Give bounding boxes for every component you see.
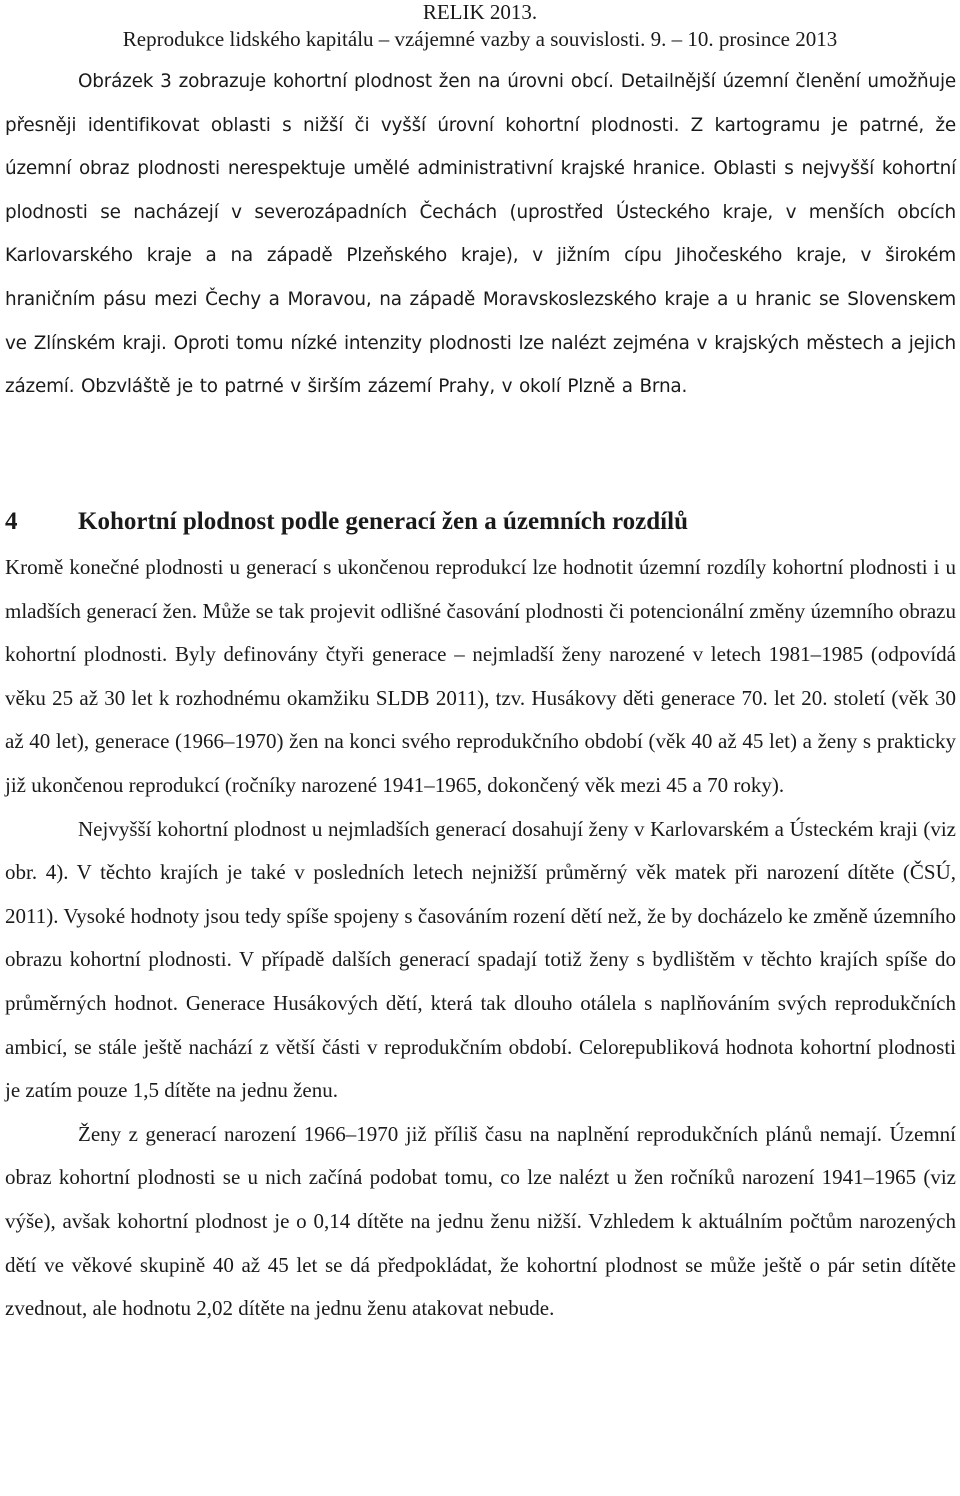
intro-paragraph: Obrázek 3 zobrazuje kohortní plodnost žen na úrovni obcí. Detailnější územní členění umožňuje přesněji identifikovat oblasti s nižší či vyšší úrovní kohortní plodnosti. Z kartogramu je patrné, že územní obraz plodnosti nerespektuje umělé administrativní krajské hranice. Oblasti s nejvyšší kohortní plodnosti se nacházejí v severozápadních Čechách (uprostřed Ústeckého kraje, v menších obcích Karlovarského kraje a na západě Plzeňského kraje), v jižním cípu Jihočeského kraje, v širokém hraničním pásu mezi Čechy a Moravou, na západě Moravskoslezského kraje a u hranic se Slovenskem ve Zlínském kraji. Oproti tomu nízké intenzity plodnosti lze nalézt zejména v krajských městech a jejich zázemí. Obzvláště je to patrné v širším zázemí Prahy, v okolí Plzně a Brna.	[5, 71, 956, 398]
section-paragraph-3: Ženy z generací narození 1966–1970 již příliš času na naplnění reprodukčních plánů nemají. Územní obraz kohortní plodnosti se u nich začíná podobat tomu, co lze nalézt u žen ročníků narození 1941–1965 (viz výše), avšak kohortní plodnost je o 0,14 dítěte na jednu ženu nižší. Vzhledem k aktuálním počtům narozených dětí ve věkové skupině 40 až 45 let se dá předpokládat, že kohortní plodnost se může ještě o pár setin dítěte zvednout, ale hodnotu 2,02 dítěte na jednu ženu atakovat nebude.	[5, 1121, 956, 1321]
intro-text-block	[5, 60, 956, 409]
running-header-subtitle: Reprodukce lidského kapitálu – vzájemné vazby a souvislosti. 9. – 10. prosince 2013	[122, 27, 838, 51]
section-text-block	[5, 546, 956, 1331]
section-paragraph-2: Nejvyšší kohortní plodnost u nejmladších generací dosahují ženy v Karlovarském a Ústeckém kraji (viz obr. 4). V těchto krajích je také v posledních letech nejnižší průměrný věk matek při narození dítěte (ČSÚ, 2011). Vysoké hodnoty jsou tedy spíše spojeny s časováním rození dětí než, že by docházelo ke změně územního obrazu kohortní plodnosti. V případě dalších generací spadají totiž ženy s bydlištěm v těchto krajích spíše do průměrných hodnot. Generace Husákových dětí, která tak dlouho otálela s naplňováním svých reprodukčních ambicí, se stále ještě nachází z větší části v reprodukčním období. Celorepubliková hodnota kohortní plodnosti je zatím pouze 1,5 dítěte na jednu ženu.	[5, 816, 956, 1103]
section-heading	[5, 504, 956, 540]
section-paragraph-1: Kromě konečné plodnosti u generací s ukončenou reprodukcí lze hodnotit územní rozdíly kohortní plodnosti i u mladších generací žen. Může se tak projevit odlišné časování plodnosti či potencionální změny územního obrazu kohortní plodnosti. Byly definovány čtyři generace – nejmladší ženy narozené v letech 1981–1985 (odpovídá věku 25 až 30 let k rozhodnému okamžiku SLDB 2011), tzv. Husákovy děti generace 70. let 20. století (věk 30 až 40 let), generace (1966–1970) žen na konci svého reprodukčního období (věk 40 až 45 let) a ženy s prakticky již ukončenou reprodukcí (ročníky narozené 1941–1965, dokončený věk mezi 45 a 70 roky).	[5, 555, 956, 797]
section-number: 4	[5, 508, 18, 535]
running-header-title: RELIK 2013.	[422, 0, 538, 24]
section-title: Kohortní plodnost podle generací žen a územních rozdílů	[78, 508, 688, 535]
